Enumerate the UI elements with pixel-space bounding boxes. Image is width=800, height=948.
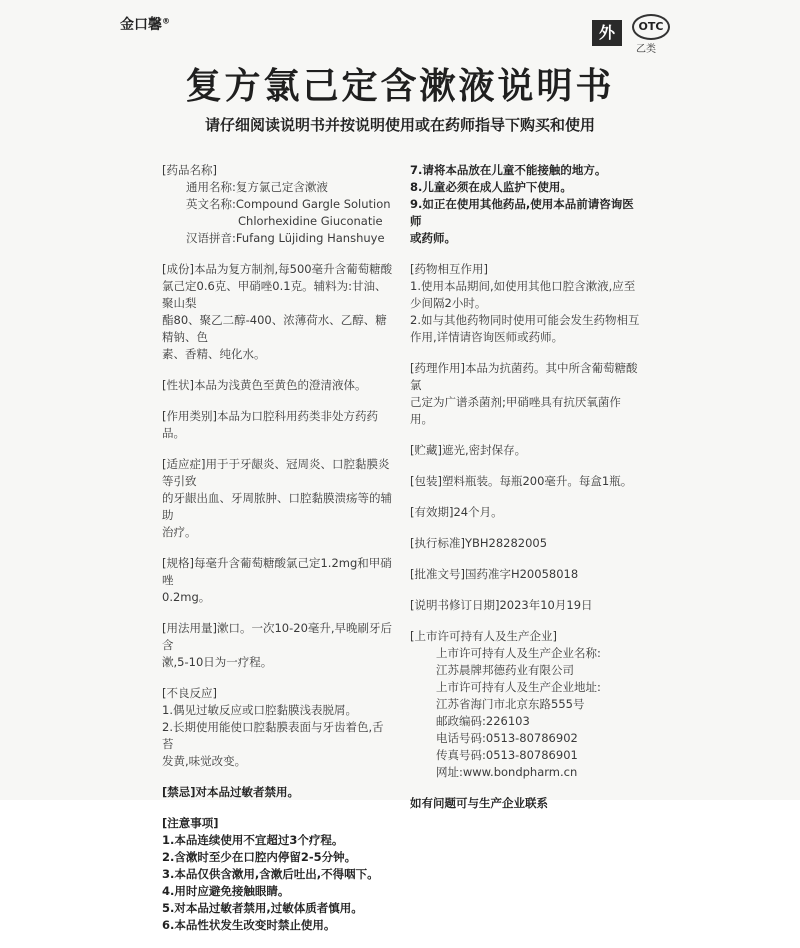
text-line: 发黄,味觉改变。: [162, 754, 247, 768]
text-line: [禁忌]对本品过敏者禁用。: [162, 785, 300, 799]
contact-note: 如有问题可与生产企业联系: [410, 796, 548, 810]
text-line: [作用类别]本品为口腔科用药类非处方药药品。: [162, 409, 378, 440]
text-line: [批准文号]国药准字H20058018: [410, 567, 579, 581]
website: 网址:www.bondpharm.cn: [436, 765, 578, 779]
text-line: [贮藏]遮光,密封保存。: [410, 443, 527, 457]
text-line: 8.儿童必须在成人监护下使用。: [410, 180, 572, 194]
appearance-section: [162, 377, 394, 394]
text-line: 7.请将本品放在儿童不能接触的地方。: [410, 163, 607, 177]
fax-number: 传真号码:0513-80786901: [436, 748, 578, 762]
text-line: 的牙龈出血、牙周脓肿、口腔黏膜溃疡等的辅助: [162, 491, 392, 522]
text-line: 6.本品性状发生改变时禁止使用。: [162, 918, 336, 932]
composition-section: [162, 261, 394, 363]
category-section: [162, 408, 394, 442]
revision-date-section: [410, 597, 640, 614]
text-line: 2.如与其他药物同时使用可能会发生药物相互: [410, 313, 640, 327]
text-line: 己定为广谱杀菌剂;甲硝唑具有抗厌氧菌作用。: [410, 395, 621, 426]
brand-logo: [120, 14, 170, 34]
company-name-label: 上市许可持有人及生产企业名称:: [436, 646, 601, 660]
specification-section: [162, 555, 394, 606]
text-line: 2.含漱时至少在口腔内停留2-5分钟。: [162, 850, 357, 864]
section-heading: [不良反应]: [162, 686, 217, 700]
interactions-section: [410, 261, 640, 346]
text-line: 0.2mg。: [162, 590, 211, 604]
registered-mark: ®: [162, 16, 170, 26]
section-heading: [注意事项]: [162, 816, 219, 830]
text-line: 2.长期使用能使口腔黏膜表面与牙齿着色,舌苔: [162, 720, 384, 751]
indications-section: [162, 456, 394, 541]
text-line: 3.本品仅供含漱用,含漱后吐出,不得咽下。: [162, 867, 379, 881]
section-heading: [上市许可持有人及生产企业]: [410, 629, 557, 643]
company-address-label: 上市许可持有人及生产企业地址:: [436, 680, 601, 694]
package-section: [410, 473, 640, 490]
right-column: [410, 162, 640, 812]
text-line: 少间隔2小时。: [410, 296, 487, 310]
pinyin-name: 汉语拼音:Fufang Lüjiding Hanshuye: [186, 231, 385, 245]
postcode: 邮政编码:226103: [436, 714, 530, 728]
text-line: 酯80、聚乙二醇-400、浓薄荷水、乙醇、糖精钠、色: [162, 313, 387, 344]
text-line: 氯己定0.6克、甲硝唑0.1克。辅料为:甘油、聚山梨: [162, 279, 387, 310]
approval-section: [410, 566, 640, 583]
otc-class-label: 乙类: [636, 44, 656, 55]
brand-name: 金口馨: [120, 17, 162, 33]
text-line: [有效期]24个月。: [410, 505, 503, 519]
generic-name: 通用名称:复方氯己定含漱液: [186, 180, 328, 194]
text-line: [性状]本品为浅黄色至黄色的澄清液体。: [162, 378, 367, 392]
section-heading: [药品名称]: [162, 163, 217, 177]
storage-section: [410, 442, 640, 459]
text-line: [成份]本品为复方制剂,每500毫升含葡萄糖酸: [162, 262, 393, 276]
left-column: [162, 162, 394, 948]
dosage-section: [162, 620, 394, 671]
company-address: 江苏省海门市北京东路555号: [436, 697, 585, 711]
drug-name-section: [162, 162, 394, 247]
text-line: 4.用时应避免接触眼睛。: [162, 884, 290, 898]
text-line: [用法用量]漱口。一次10-20毫升,早晚刷牙后含: [162, 621, 393, 652]
precautions-continued: [410, 162, 640, 247]
precautions-section: [162, 815, 394, 934]
text-line: [包装]塑料瓶装。每瓶200毫升。每盒1瓶。: [410, 474, 633, 488]
english-name-cont: Chlorhexidine Giuconatie: [238, 214, 383, 228]
english-name: 英文名称:Compound Gargle Solution: [186, 197, 391, 211]
text-line: [执行标准]YBH28282005: [410, 536, 548, 550]
text-line: 素、香精、纯化水。: [162, 347, 266, 361]
text-line: 9.如正在使用其他药品,使用本品前请咨询医师: [410, 197, 634, 228]
text-line: 或药师。: [410, 231, 456, 245]
text-line: 5.对本品过敏者禁用,过敏体质者慎用。: [162, 901, 363, 915]
otc-badge: OTC: [632, 14, 670, 40]
text-line: 漱,5-10日为一疗程。: [162, 655, 273, 669]
pharmacology-section: [410, 360, 640, 428]
adverse-reactions-section: [162, 685, 394, 770]
company-section: [410, 628, 640, 781]
text-line: [规格]每毫升含葡萄糖酸氯己定1.2mg和甲硝唑: [162, 556, 392, 587]
text-line: 1.本品连续使用不宜超过3个疗程。: [162, 833, 344, 847]
text-line: [说明书修订日期]2023年10月19日: [410, 598, 593, 612]
text-line: 1.使用本品期间,如使用其他口腔含漱液,应至: [410, 279, 636, 293]
validity-section: [410, 504, 640, 521]
phone-number: 电话号码:0513-80786902: [436, 731, 578, 745]
document-subtitle: 请仔细阅读说明书并按说明使用或在药师指导下购买和使用: [204, 116, 595, 134]
text-line: [药理作用]本品为抗菌药。其中所含葡萄糖酸氯: [410, 361, 638, 392]
text-line: 治疗。: [162, 525, 197, 539]
section-heading: [药物相互作用]: [410, 262, 488, 276]
standard-section: [410, 535, 640, 552]
document-title: 复方氯己定含漱液说明书: [185, 66, 615, 107]
text-line: [适应症]用于于牙龈炎、冠周炎、口腔黏膜炎等引致: [162, 457, 390, 488]
company-name: 江苏晨牌邦德药业有限公司: [436, 663, 574, 677]
text-line: 作用,详情请咨询医师或药师。: [410, 330, 564, 344]
contraindications-section: [162, 784, 394, 801]
text-line: 1.偶见过敏反应或口腔黏膜浅表脱屑。: [162, 703, 357, 717]
external-use-mark: 外: [592, 20, 622, 46]
